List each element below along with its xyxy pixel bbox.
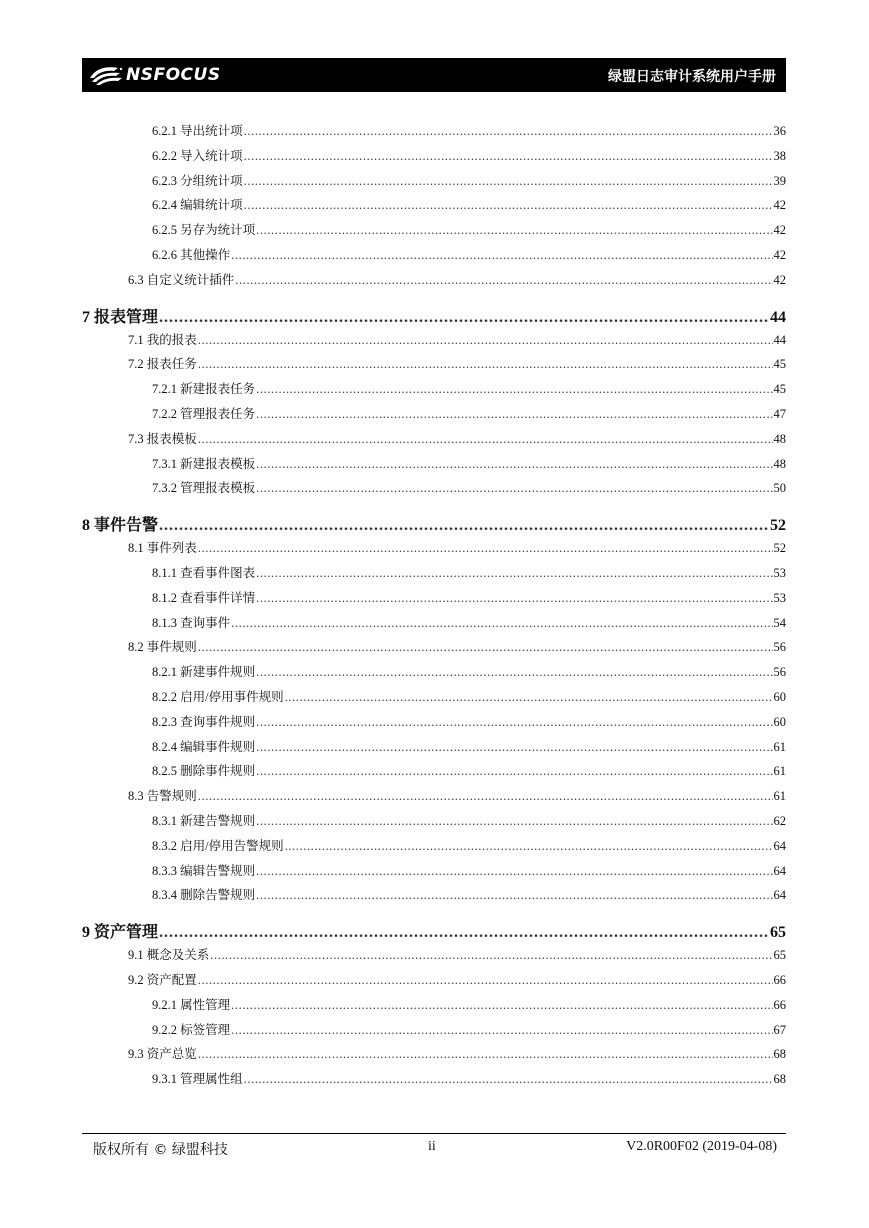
toc-entry-title: 8.2.1 新建事件规则: [152, 665, 256, 680]
toc-entry-title: 8.1.1 查看事件图表: [152, 565, 256, 580]
toc-entry-page: 62: [773, 813, 786, 828]
toc-entry-page: 64: [773, 888, 786, 903]
toc-entry[interactable]: [82, 811, 786, 836]
toc-entry-page: 42: [773, 198, 786, 213]
toc-entry-page: 61: [773, 739, 786, 754]
toc-entry-page: 65: [773, 948, 786, 963]
toc-entry-title: 8.1 事件列表: [128, 541, 197, 556]
toc-entry-page: 68: [773, 1047, 786, 1062]
toc-leader-dots: [198, 333, 773, 348]
toc-entry-title: 8.3.3 编辑告警规则: [152, 863, 256, 878]
toc-entry-page: 45: [773, 382, 786, 397]
toc-entry-title: 8.1.3 查询事件: [152, 615, 231, 630]
toc-entry-title: 9.2.2 标签管理: [152, 1022, 231, 1037]
toc-entry-page: 42: [773, 247, 786, 262]
toc-entry-title: 8.2.5 删除事件规则: [152, 764, 256, 779]
toc-entry[interactable]: [82, 563, 786, 588]
toc-leader-dots: [256, 591, 772, 606]
toc-entry-title: 8.3.2 启用/停用告警规则: [152, 838, 284, 853]
toc-chapter-entry[interactable]: [82, 512, 786, 538]
toc-entry[interactable]: [82, 613, 786, 638]
toc-entry-page: 39: [773, 173, 786, 188]
toc-chapter-entry[interactable]: [82, 304, 786, 330]
toc-entry[interactable]: [82, 220, 786, 245]
toc-chapter-entry[interactable]: [82, 919, 786, 945]
toc-leader-dots: [198, 357, 773, 372]
toc-entry[interactable]: [82, 712, 786, 737]
toc-entry-title: 7.3.2 管理报表模板: [152, 481, 256, 496]
toc-entry-title: 8.2.4 编辑事件规则: [152, 739, 256, 754]
toc-leader-dots: [198, 789, 773, 804]
toc-entry[interactable]: [82, 245, 786, 270]
toc-entry-page: 38: [773, 148, 786, 163]
toc-entry-title: 9.2 资产配置: [128, 972, 197, 987]
toc-entry[interactable]: [82, 995, 786, 1020]
toc-leader-dots: [256, 665, 772, 680]
footer-page-number: ii: [428, 1139, 436, 1154]
toc-entry[interactable]: [82, 1069, 786, 1094]
toc-leader-dots: [231, 616, 772, 631]
toc-entry[interactable]: [82, 454, 786, 479]
toc-entry-page: 67: [773, 1022, 786, 1037]
toc-entry-title: 8.1.2 查看事件详情: [152, 590, 256, 605]
toc-leader-dots: [285, 839, 773, 854]
toc-entry-title: 6.2.2 导入统计项: [152, 148, 243, 163]
toc-entry-page: 60: [773, 689, 786, 704]
company-logo: [88, 64, 221, 86]
toc-entry-page: 61: [773, 764, 786, 779]
toc-entry-title: 8.3 告警规则: [128, 789, 197, 804]
document-title: 绿盟日志审计系统用户手册: [608, 69, 776, 85]
toc-entry-page: 48: [773, 431, 786, 446]
toc-entry-page: 65: [770, 924, 786, 942]
toc-entry[interactable]: [82, 885, 786, 910]
toc-entry[interactable]: [82, 121, 786, 146]
toc-entry-page: 53: [773, 590, 786, 605]
toc-entry-title: 7 报表管理: [82, 308, 159, 326]
toc-entry-page: 44: [770, 308, 786, 326]
toc-entry[interactable]: [82, 786, 786, 811]
toc-entry-title: 6.2.5 另存为统计项: [152, 223, 256, 238]
toc-entry-page: 53: [773, 565, 786, 580]
toc-entry[interactable]: [82, 354, 786, 379]
toc-leader-dots: [244, 198, 773, 213]
footer-version: V2.0R00F02 (2019-04-08): [626, 1139, 777, 1154]
toc-entry-title: 7.2.2 管理报表任务: [152, 406, 256, 421]
toc-entry[interactable]: [82, 687, 786, 712]
toc-entry-title: 7.2 报表任务: [128, 357, 197, 372]
toc-leader-dots: [244, 174, 773, 189]
toc-leader-dots: [256, 407, 772, 422]
toc-entry[interactable]: [82, 588, 786, 613]
toc-leader-dots: [244, 1072, 773, 1087]
toc-entry[interactable]: [82, 538, 786, 563]
toc-entry[interactable]: [82, 662, 786, 687]
toc-leader-dots: [198, 541, 773, 556]
toc-leader-dots: [231, 248, 772, 263]
toc-leader-dots: [198, 973, 773, 988]
toc-entry-page: 36: [773, 124, 786, 138]
footer-divider: [82, 1133, 786, 1134]
toc-entry[interactable]: [82, 404, 786, 429]
toc-entry-title: 8 事件告警: [82, 517, 159, 535]
toc-entry[interactable]: [82, 945, 786, 970]
toc-entry[interactable]: [82, 171, 786, 196]
toc-leader-dots: [235, 273, 772, 288]
toc-leader-dots: [256, 457, 772, 472]
toc-entry-title: 9 资产管理: [82, 924, 159, 942]
page-header: [82, 58, 786, 92]
toc-leader-dots: [159, 309, 769, 327]
toc-entry-title: 8.3.1 新建告警规则: [152, 813, 256, 828]
toc-entry-title: 9.3.1 管理属性组: [152, 1072, 243, 1087]
toc-entry[interactable]: [82, 195, 786, 220]
toc-entry-page: 56: [773, 665, 786, 680]
toc-entry-title: 7.3 报表模板: [128, 431, 197, 446]
toc-entry[interactable]: [82, 429, 786, 454]
toc-entry[interactable]: [82, 737, 786, 762]
toc-leader-dots: [244, 124, 773, 139]
toc-leader-dots: [256, 764, 772, 779]
toc-entry-title: 8.2.2 启用/停用事件规则: [152, 689, 284, 704]
toc-entry-page: 48: [773, 456, 786, 471]
toc-entry-page: 44: [773, 332, 786, 347]
toc-entry-title: 9.1 概念及关系: [128, 948, 210, 963]
toc-entry-title: 8.2.3 查询事件规则: [152, 714, 256, 729]
table-of-contents: [82, 121, 786, 1094]
toc-entry-title: 9.2.1 属性管理: [152, 997, 231, 1012]
toc-leader-dots: [256, 864, 772, 879]
toc-entry-page: 61: [773, 789, 786, 804]
toc-entry-title: 7.2.1 新建报表任务: [152, 382, 256, 397]
toc-entry-title: 7.3.1 新建报表模板: [152, 456, 256, 471]
toc-leader-dots: [256, 481, 772, 496]
toc-entry-page: 54: [773, 615, 786, 630]
toc-entry-title: 7.1 我的报表: [128, 332, 197, 347]
toc-leader-dots: [198, 640, 773, 655]
toc-leader-dots: [256, 715, 772, 730]
toc-entry-title: 6.3 自定义统计插件: [128, 272, 235, 287]
toc-entry[interactable]: [82, 478, 786, 503]
toc-entry[interactable]: [82, 146, 786, 171]
toc-leader-dots: [256, 382, 772, 397]
toc-entry-page: 47: [773, 406, 786, 421]
toc-entry-page: 50: [773, 481, 786, 496]
toc-entry[interactable]: [82, 1020, 786, 1045]
toc-entry-page: 64: [773, 863, 786, 878]
toc-entry[interactable]: [82, 270, 786, 295]
toc-entry-page: 66: [773, 972, 786, 987]
toc-entry-page: 42: [773, 272, 786, 287]
toc-entry-title: 9.3 资产总览: [128, 1047, 197, 1062]
toc-leader-dots: [159, 924, 769, 942]
toc-leader-dots: [285, 690, 773, 705]
toc-entry-page: 45: [773, 357, 786, 372]
toc-entry-page: 66: [773, 997, 786, 1012]
toc-entry[interactable]: [82, 1044, 786, 1069]
toc-entry[interactable]: [82, 637, 786, 662]
toc-entry-page: 42: [773, 223, 786, 238]
toc-leader-dots: [244, 149, 773, 164]
toc-entry-page: 56: [773, 640, 786, 655]
toc-entry-title: 6.2.3 分组统计项: [152, 173, 243, 188]
toc-entry-title: 6.2.6 其他操作: [152, 247, 231, 262]
toc-entry-page: 52: [770, 517, 786, 535]
footer-copyright: 版权所有 © 绿盟科技: [93, 1142, 228, 1158]
toc-entry[interactable]: [82, 330, 786, 355]
toc-entry-page: 68: [773, 1072, 786, 1087]
toc-entry[interactable]: [82, 970, 786, 995]
toc-leader-dots: [198, 432, 773, 447]
toc-entry-title: 6.2.1 导出统计项: [152, 124, 243, 138]
toc-entry[interactable]: [82, 379, 786, 404]
toc-leader-dots: [198, 1047, 773, 1062]
toc-leader-dots: [256, 566, 772, 581]
toc-entry[interactable]: [82, 761, 786, 786]
toc-leader-dots: [256, 814, 772, 829]
toc-entry-title: 8.3.4 删除告警规则: [152, 888, 256, 903]
logo-text: NSFOCUS: [126, 65, 221, 85]
toc-leader-dots: [231, 1023, 772, 1038]
toc-leader-dots: [256, 740, 772, 755]
nsfocus-logo-icon: [88, 64, 124, 86]
toc-leader-dots: [231, 998, 772, 1013]
toc-leader-dots: [210, 948, 772, 963]
toc-leader-dots: [159, 517, 769, 535]
toc-entry-page: 52: [773, 541, 786, 556]
toc-leader-dots: [256, 223, 772, 238]
toc-entry-page: 60: [773, 714, 786, 729]
toc-leader-dots: [256, 888, 772, 903]
toc-entry-title: 8.2 事件规则: [128, 640, 197, 655]
toc-entry-title: 6.2.4 编辑统计项: [152, 198, 243, 213]
toc-entry[interactable]: [82, 836, 786, 861]
toc-entry-page: 64: [773, 838, 786, 853]
toc-entry[interactable]: [82, 861, 786, 886]
